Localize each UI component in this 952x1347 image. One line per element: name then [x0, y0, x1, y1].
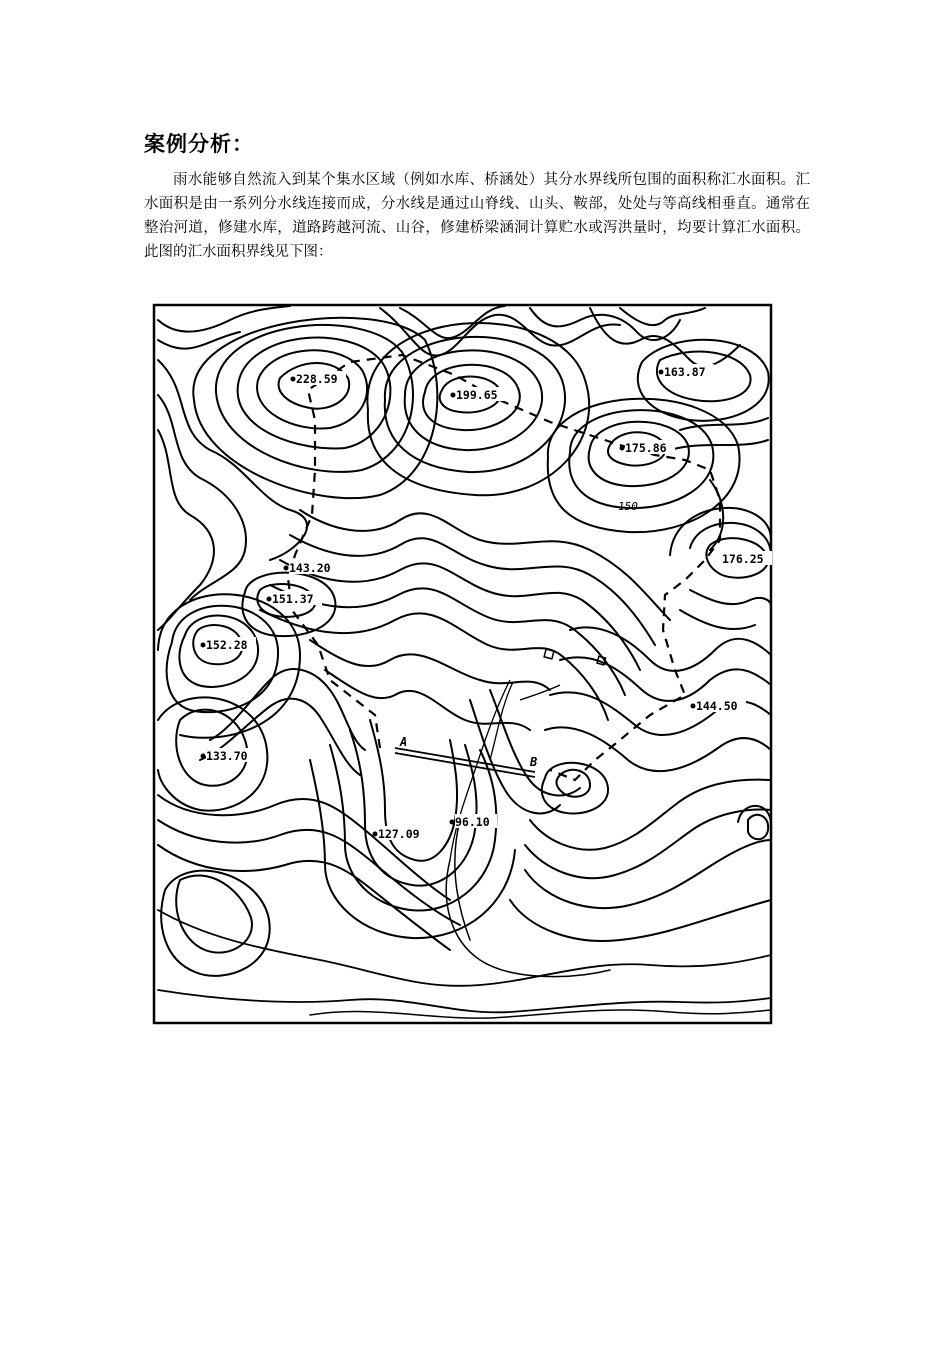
elevation-label: 199.65	[456, 388, 498, 402]
elevation-label: 163.87	[664, 365, 706, 379]
elevation-label: 127.09	[378, 827, 420, 841]
spot-height	[451, 387, 507, 402]
spot-height	[450, 814, 498, 829]
spot-height	[201, 637, 257, 652]
elevation-label: 133.70	[206, 749, 248, 763]
elevation-label: 228.59	[296, 372, 338, 386]
spot-height	[284, 560, 340, 575]
elevation-label: 96.10	[455, 815, 490, 829]
point-a-label: A	[400, 735, 408, 749]
spot-height	[691, 698, 747, 713]
elevation-label: 144.50	[696, 699, 738, 713]
spot-height	[201, 748, 257, 763]
body-paragraph: 雨水能够自然流入到某个集水区域（例如水库、桥涵处）其分水界线所包围的面积称汇水面积。汇水面积是由一系列分水线连接而成，分水线是通过山脊线、山头、鞍部，处处与等高线相垂直。通常在整治河道，修建水库，道路跨越河流、山谷，修建桥梁涵洞计算贮水或泻洪量时，均要计算汇水面积。此图的汇水面积界线见下图：	[144, 172, 810, 260]
spot-height	[659, 364, 715, 379]
section-heading: 案例分析：	[144, 132, 254, 156]
contour-lines	[158, 306, 771, 1018]
contour-map-svg	[150, 300, 775, 1028]
spot-height	[291, 371, 347, 386]
point-b-label: B	[530, 755, 538, 769]
contour-label: 150	[618, 500, 638, 513]
elevation-label: 151.37	[272, 592, 314, 606]
spot-height	[373, 826, 429, 841]
spot-height	[722, 551, 772, 566]
reservoir-mark	[597, 656, 606, 665]
elevation-label: 175.86	[625, 441, 667, 455]
elevation-label: 152.28	[206, 638, 248, 652]
reservoir-mark	[544, 649, 554, 659]
topographic-map	[150, 300, 775, 1028]
spot-height	[620, 440, 676, 455]
elevation-label: 143.20	[289, 561, 331, 575]
spot-height	[267, 591, 323, 606]
elevation-label: 176.25	[722, 552, 764, 566]
